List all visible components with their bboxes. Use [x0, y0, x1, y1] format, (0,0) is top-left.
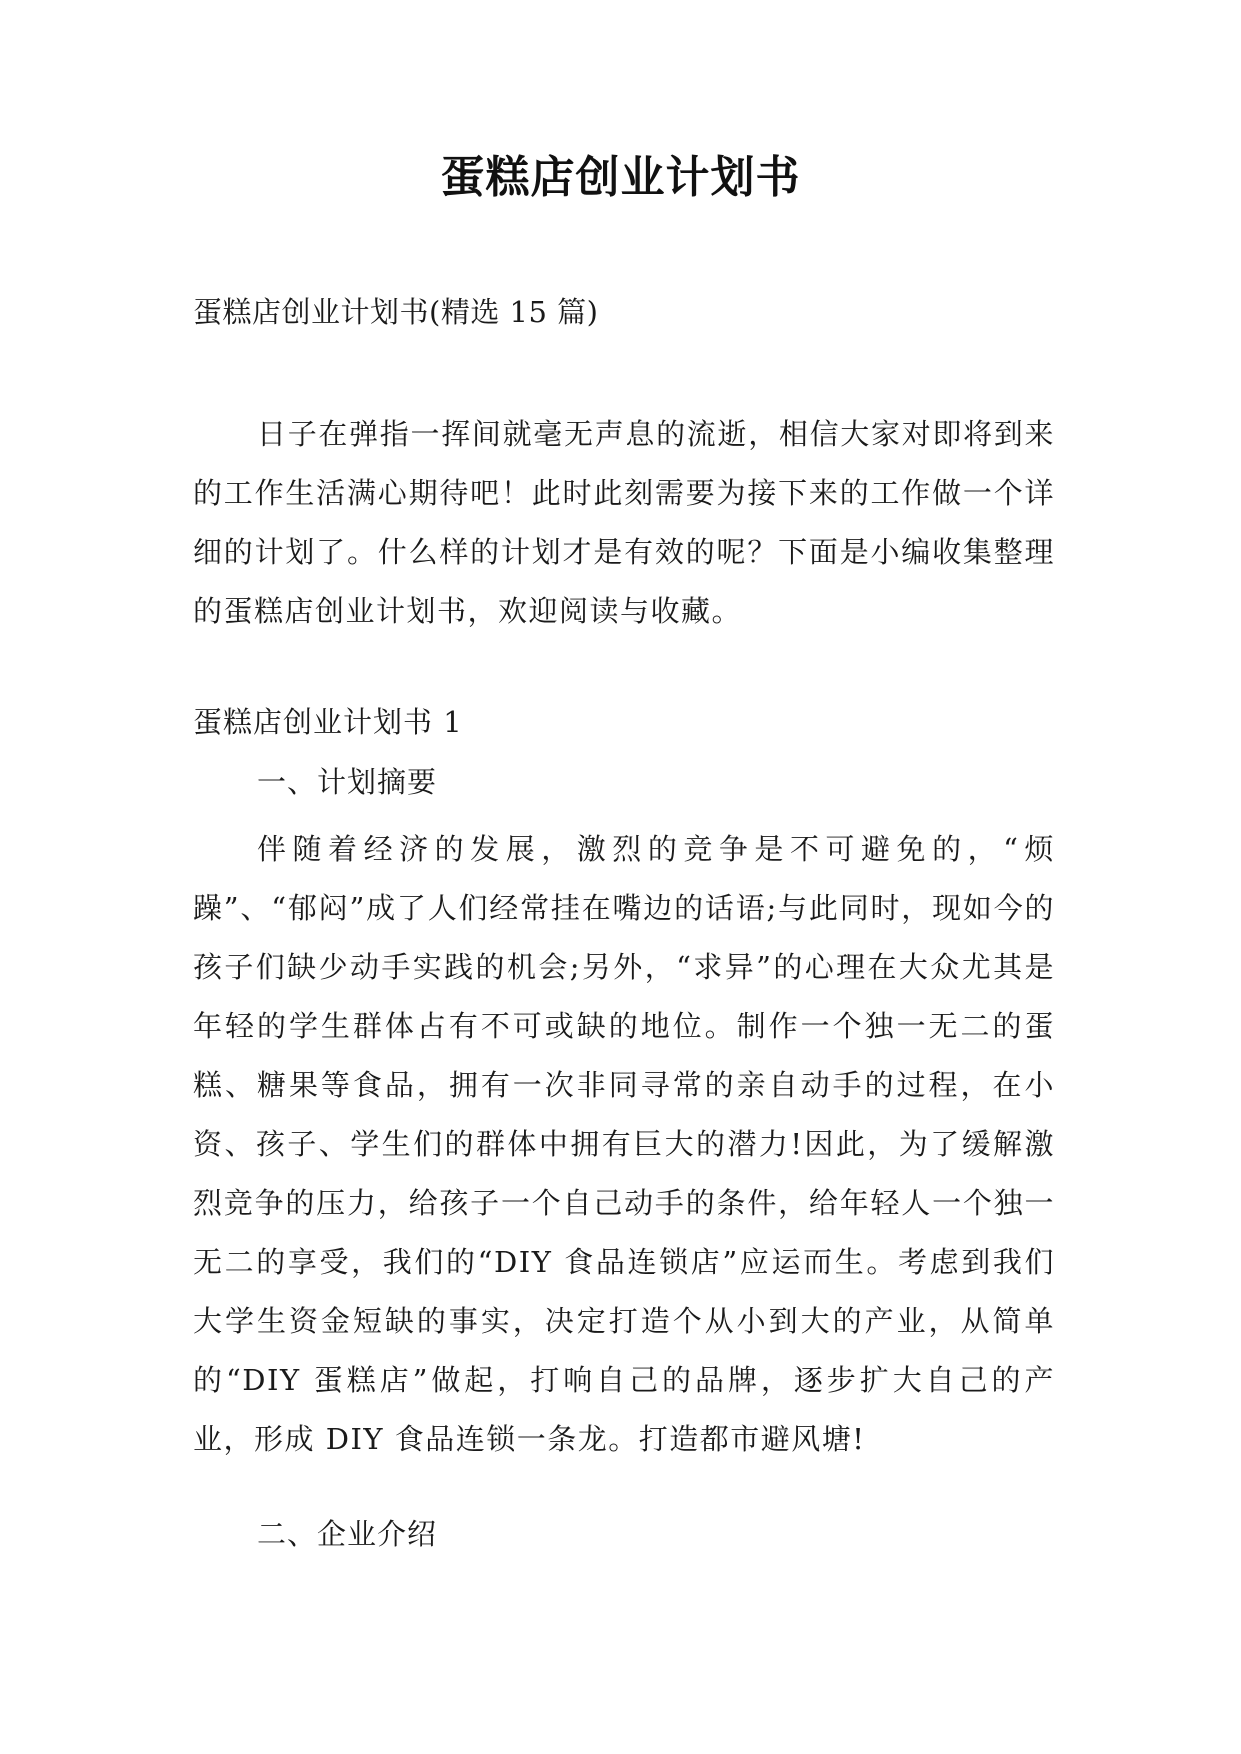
intro-paragraph: 日子在弹指一挥间就毫无声息的流逝，相信大家对即将到来的工作生活满心期待吧！此时此刻需要为接下来的工作做一个详细的计划了。什么样的计划才是有效的呢？下面是小编收集整理的蛋糕店创业计划书，欢迎阅读与收藏。 — [193, 417, 1055, 628]
heading-plan-summary: 一、计划摘要 — [257, 765, 438, 799]
plan-summary-paragraph: 伴随着经济的发展，激烈的竞争是不可避免的，“烦躁”、“郁闷”成了人们经常挂在嘴边的话语;与此同时，现如今的孩子们缺少动手实践的机会;另外，“求异”的心理在大众尤其是年轻的学生群体占有不可或缺的地位。制作一个独一无二的蛋糕、糖果等食品，拥有一次非同寻常的亲自动手的过程，在小资、孩子、学生们的群体中拥有巨大的潜力!因此，为了缓解激烈竞争的压力，给孩子一个自己动手的条件，给年轻人一个独一无二的享受，我们的“DIY 食品连锁店”应运而生。考虑到我们大学生资金短缺的事实，决定打造个从小到大的产业，从简单的“DIY 蛋糕店”做起，打响自己的品牌，逐步扩大自己的产业，形成 DIY 食品连锁一条龙。打造都市避风塘! — [193, 832, 1055, 1456]
section-title: 蛋糕店创业计划书 1 — [193, 705, 463, 739]
heading-company-intro: 二、企业介绍 — [257, 1517, 438, 1551]
document-title: 蛋糕店创业计划书 — [440, 152, 801, 203]
document-subtitle: 蛋糕店创业计划书(精选 15 篇) — [193, 295, 599, 329]
